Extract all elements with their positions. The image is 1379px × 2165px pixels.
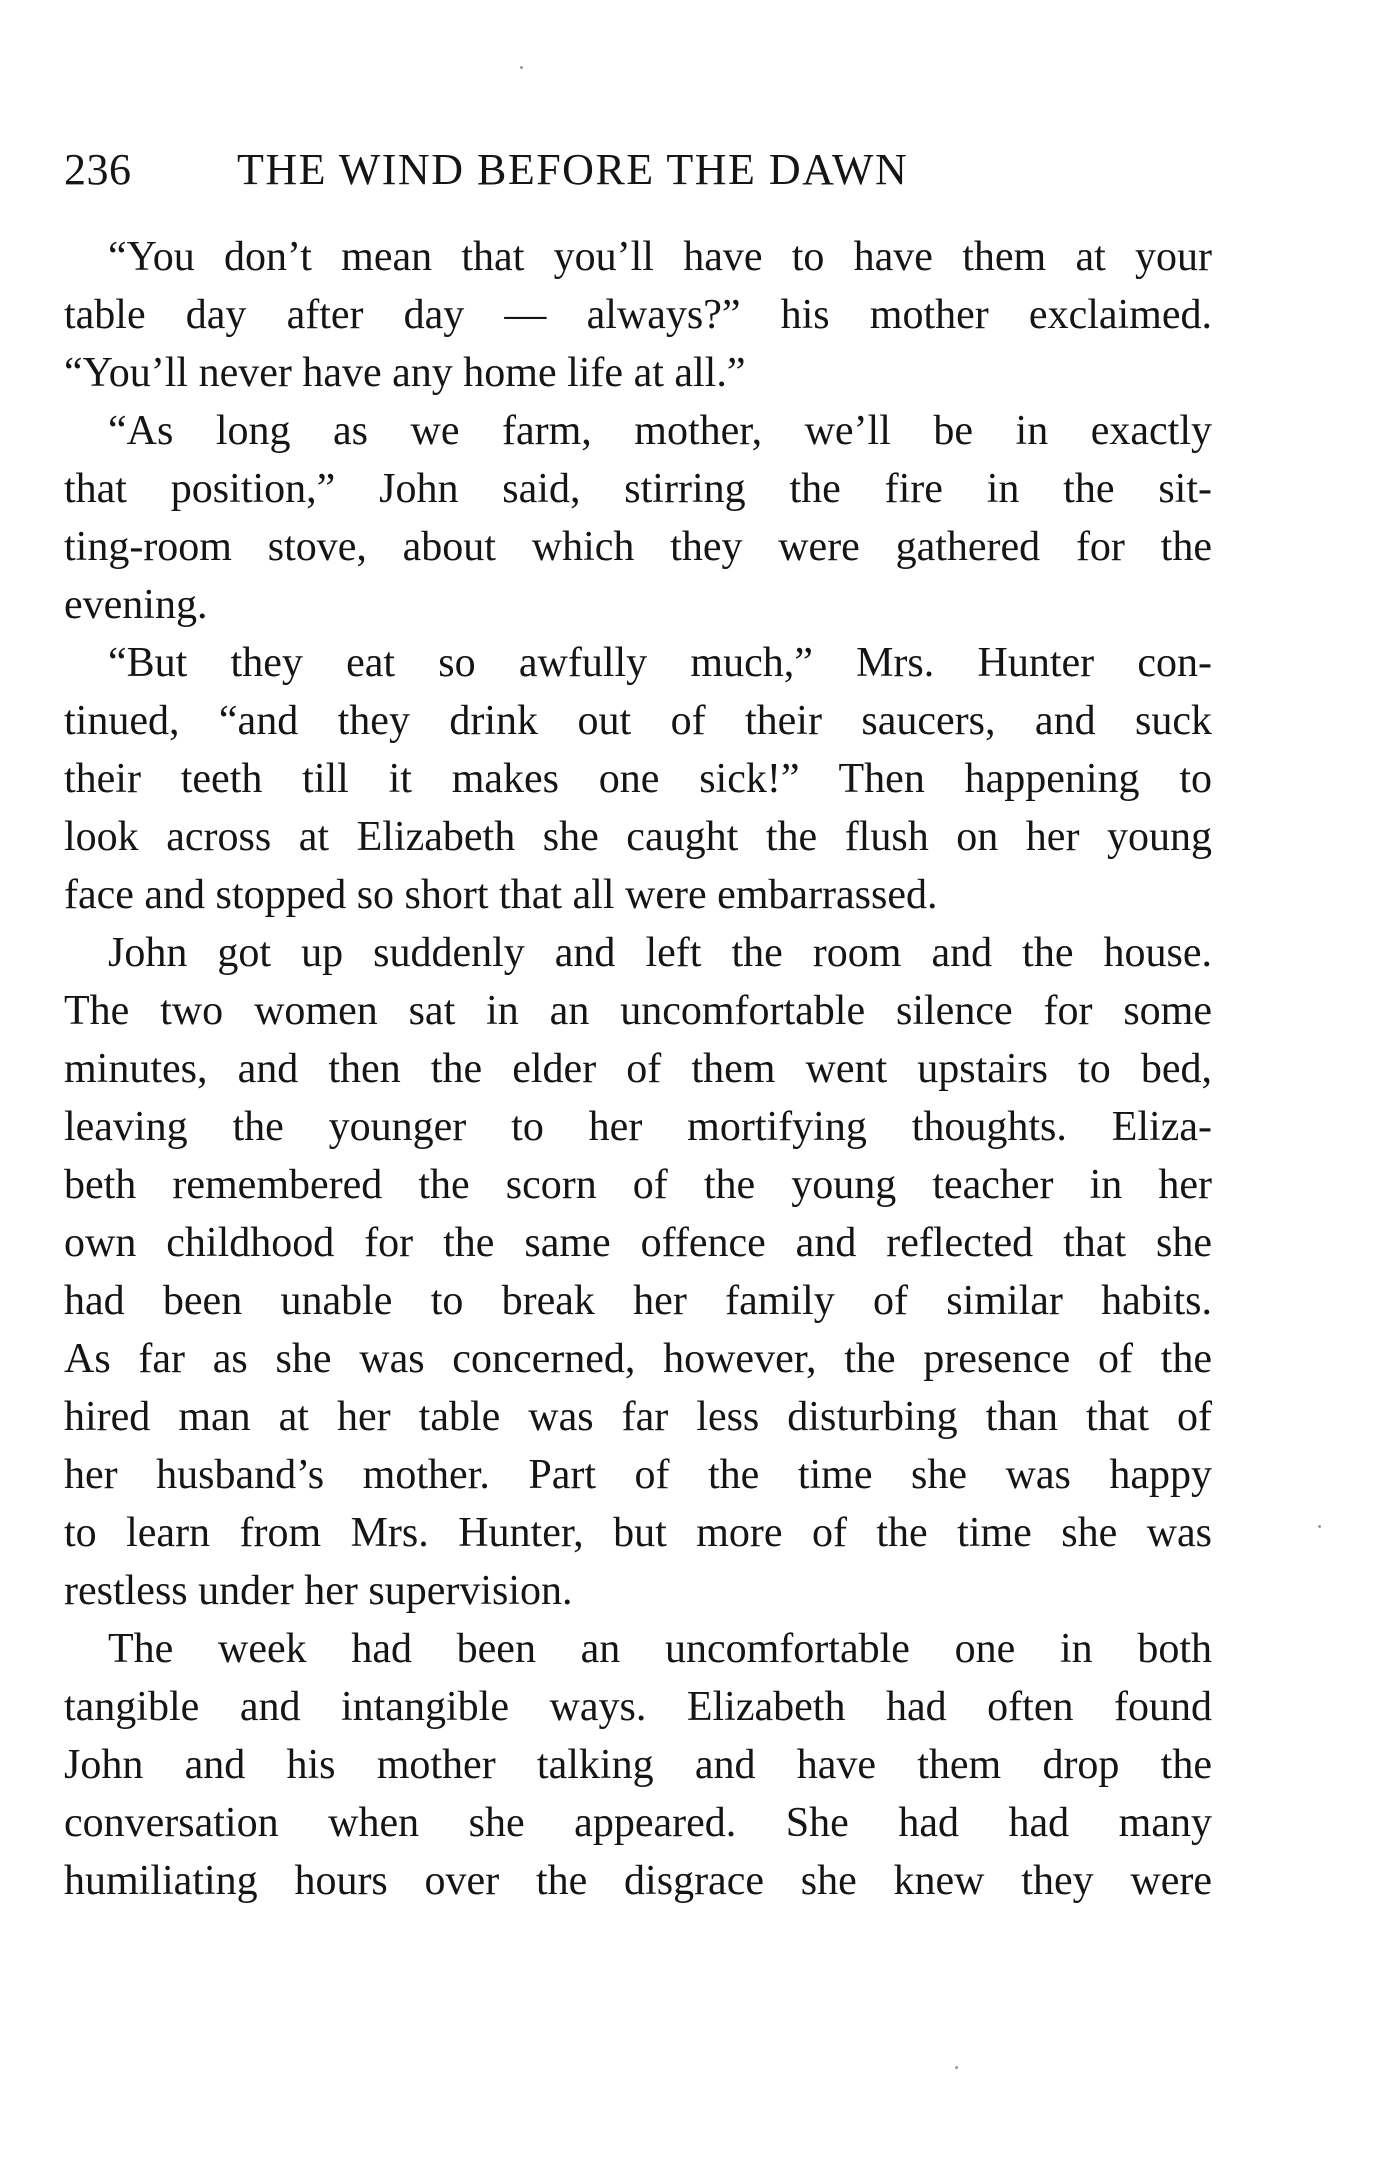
running-title: THE WIND BEFORE THE DAWN	[237, 145, 909, 194]
text-line: to learn from Mrs. Hunter, but more of the time she was	[64, 1510, 1212, 1556]
text-line: that position,” John said, stirring the fire in the sit-	[64, 466, 1212, 512]
text-line: “You’ll never have any home life at all.”	[64, 350, 746, 396]
scan-speck	[1318, 1525, 1321, 1528]
text-line: minutes, and then the elder of them went upstairs to bed,	[64, 1046, 1212, 1092]
text-line: “But they eat so awfully much,” Mrs. Hunter con-	[108, 640, 1212, 686]
text-line: had been unable to break her family of similar habits.	[64, 1278, 1212, 1324]
paragraph-4	[64, 924, 1212, 1620]
text-line: restless under her supervision.	[64, 1568, 573, 1614]
paragraph-5	[64, 1620, 1212, 1910]
text-line: look across at Elizabeth she caught the flush on her young	[64, 814, 1212, 860]
text-line: tangible and intangible ways. Elizabeth had often found	[64, 1684, 1212, 1730]
text-line: face and stopped so short that all were embarrassed.	[64, 872, 938, 918]
text-line: their teeth till it makes one sick!” Then happening to	[64, 756, 1212, 802]
paragraph-2	[64, 402, 1212, 634]
page-number: 236	[64, 145, 132, 194]
text-line: John and his mother talking and have them drop the	[64, 1742, 1212, 1788]
paragraph-3	[64, 634, 1212, 924]
text-line: tinued, “and they drink out of their saucers, and suck	[64, 698, 1212, 744]
text-line: hired man at her table was far less disturbing than that of	[64, 1394, 1212, 1440]
scan-speck	[955, 2066, 958, 2069]
text-line: her husband’s mother. Part of the time she was happy	[64, 1452, 1212, 1498]
text-line: leaving the younger to her mortifying thoughts. Eliza-	[64, 1104, 1212, 1150]
text-line: ting-room stove, about which they were gathered for the	[64, 524, 1212, 570]
text-line: “You don’t mean that you’ll have to have them at your	[108, 234, 1212, 280]
paragraph-1	[64, 228, 1212, 402]
text-line: beth remembered the scorn of the young teacher in her	[64, 1162, 1212, 1208]
text-line: The week had been an uncomfortable one in both	[108, 1626, 1212, 1672]
text-line: own childhood for the same offence and reflected that she	[64, 1220, 1212, 1266]
text-line: “As long as we farm, mother, we’ll be in exactly	[108, 408, 1212, 454]
text-line: John got up suddenly and left the room and the house.	[108, 930, 1212, 976]
text-line: evening.	[64, 582, 208, 628]
text-line: conversation when she appeared. She had had many	[64, 1800, 1212, 1846]
text-line: table day after day — always?” his mother exclaimed.	[64, 292, 1212, 338]
text-line: humiliating hours over the disgrace she knew they were	[64, 1858, 1212, 1904]
page-header	[64, 140, 1224, 200]
text-line: As far as she was concerned, however, the presence of the	[64, 1336, 1212, 1382]
scan-speck	[520, 66, 523, 69]
text-line: The two women sat in an uncomfortable silence for some	[64, 988, 1212, 1034]
body-text	[64, 228, 1212, 1910]
